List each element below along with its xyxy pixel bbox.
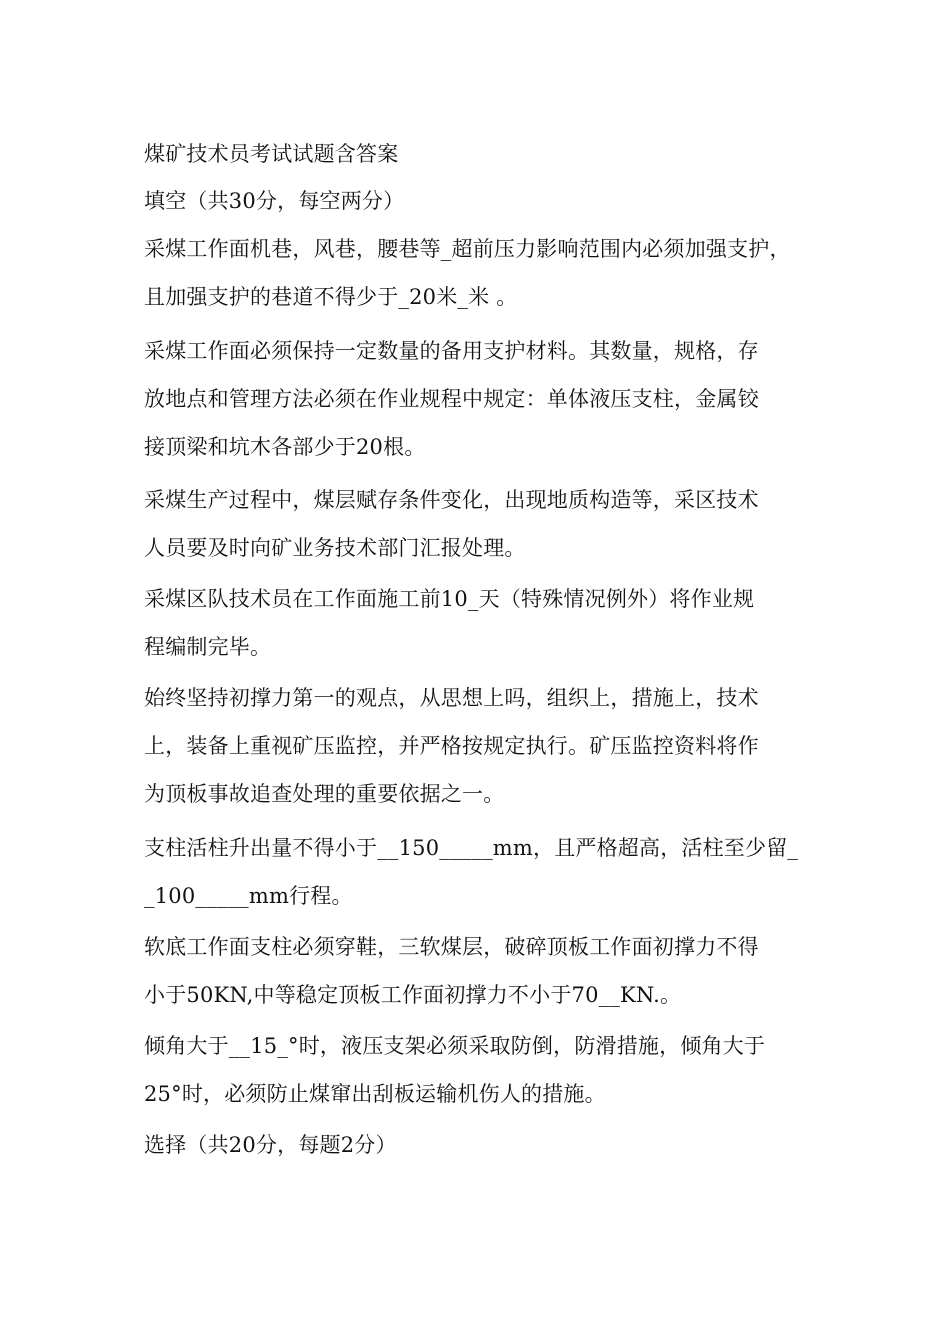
text-line: 小于50KN,中等稳定顶板工作面初撑力不小于70__KN.。 bbox=[144, 983, 682, 1007]
text-line: 接顶梁和坑木各部少于20根。 bbox=[144, 435, 426, 459]
document-title: 煤矿技术员考试试题含答案 bbox=[144, 142, 399, 166]
text-line: 为顶板事故追查处理的重要依据之一。 bbox=[144, 782, 505, 806]
text-line: 上，装备上重视矿压监控，并严格按规定执行。矿压监控资料将作 bbox=[144, 734, 759, 758]
text-line: 采煤生产过程中，煤层赋存条件变化，出现地质构造等，采区技术 bbox=[144, 488, 759, 512]
text-line: 倾角大于__15_°时，液压支架必须采取防倒，防滑措施，倾角大于 bbox=[144, 1034, 766, 1058]
text-line: 程编制完毕。 bbox=[144, 635, 272, 659]
text-line: 采煤工作面机巷，风巷，腰巷等_超前压力影响范围内必须加强支护， bbox=[144, 237, 791, 261]
text-line: 25°时，必须防止煤窜出刮板运输机伤人的措施。 bbox=[144, 1082, 606, 1106]
text-line: 放地点和管理方法必须在作业规程中规定：单体液压支柱，金属铰 bbox=[144, 387, 759, 411]
text-line: _100_____mm行程。 bbox=[144, 884, 353, 908]
text-line: 始终坚持初撑力第一的观点，从思想上吗，组织上，措施上，技术 bbox=[144, 686, 759, 710]
section-heading-multiple-choice: 选择（共20分，每题2分） bbox=[144, 1133, 397, 1157]
section-heading-fill-blank: 填空（共30分，每空两分） bbox=[144, 189, 405, 213]
text-line: 且加强支护的巷道不得少于_20米_米 。 bbox=[144, 285, 518, 309]
text-line: 人员要及时向矿业务技术部门汇报处理。 bbox=[144, 536, 526, 560]
text-line: 采煤区队技术员在工作面施工前10_天（特殊情况例外）将作业规 bbox=[144, 587, 755, 611]
text-line: 支柱活柱升出量不得小于__150_____mm，且严格超高，活柱至少留_ bbox=[144, 836, 799, 860]
text-line: 软底工作面支柱必须穿鞋，三软煤层，破碎顶板工作面初撑力不得 bbox=[144, 935, 759, 959]
text-line: 采煤工作面必须保持一定数量的备用支护材料。其数量，规格，存 bbox=[144, 339, 759, 363]
